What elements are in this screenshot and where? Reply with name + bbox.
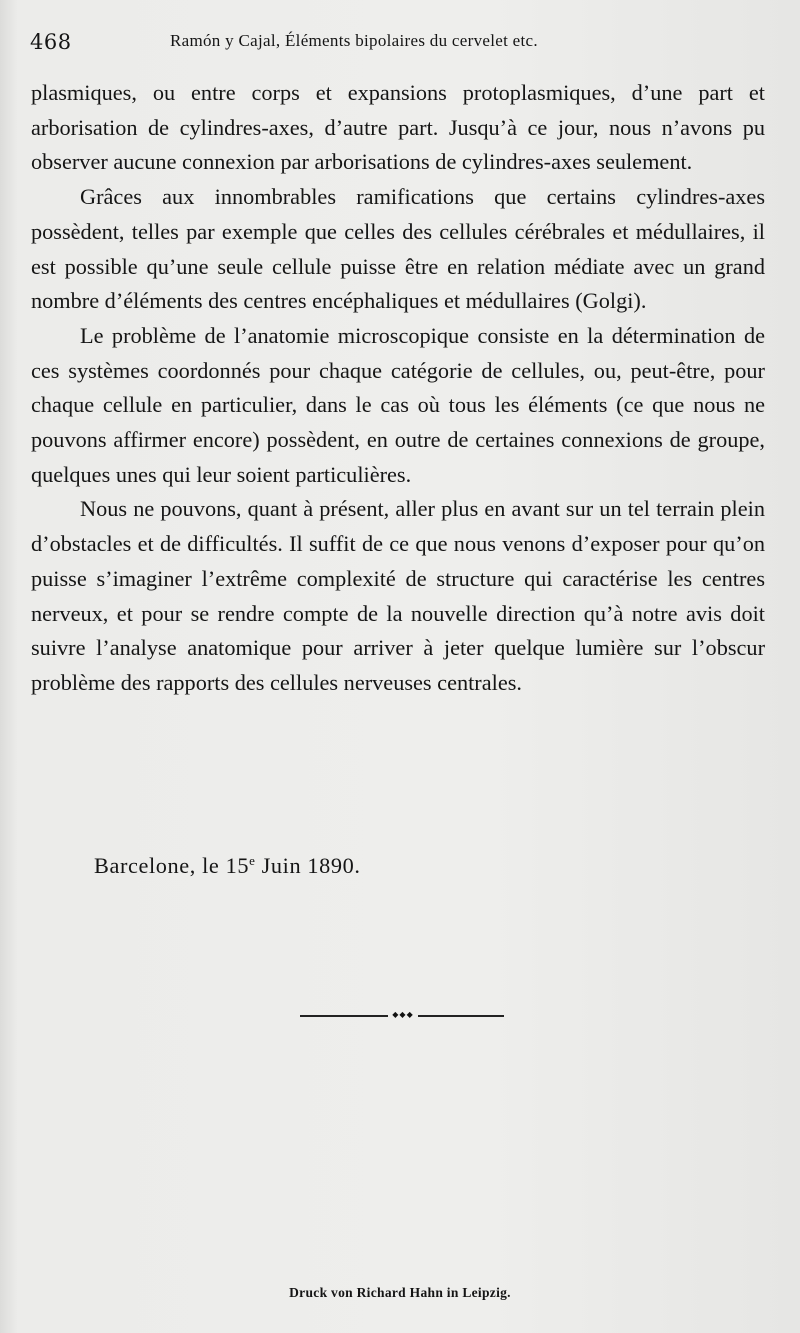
paragraph-continuation: plasmiques, ou entre corps et expansions protoplasmiques, d’une part et arborisation de cylindres-axes, d’autre part. Jusqu’à ce jour, nous n’avons pu observer aucune connexion par arborisations de cylindres-axes seulement.	[31, 80, 765, 175]
signature-place-date: Barcelone, le 15	[94, 853, 250, 878]
body-text	[31, 76, 765, 701]
page-header	[30, 30, 765, 60]
signature-ordinal-suffix: e	[249, 853, 256, 868]
paragraph: Grâces aux innombrables ramifications que certains cylindres-axes possèdent, telles par exemple que celles des cellules cérébrales et médullaires, il est possible qu’une seule cellule puisse être en relation médiate avec un grand nombre d’éléments des centres encéphaliques et médullaires (Golgi).	[31, 184, 765, 314]
page-number: 468	[30, 30, 72, 54]
paragraph: Nous ne pouvons, quant à présent, aller plus en avant sur un tel terrain plein d’obstacles et de difficultés. Il suffit de ce que nous venons d’exposer pour qu’on puisse s’imaginer l’extrême complexité de structure qui caractérise les centres nerveux, et pour se rendre compte de la nouvelle direction qu’à notre avis doit suivre l’analyse anatomique pour arriver à jeter quelque lumière sur l’obscur problème des rapports des cellules nerveuses centrales.	[31, 496, 765, 695]
running-head: Ramón y Cajal, Éléments bipolaires du cervelet etc.	[170, 31, 538, 50]
place-date-signature	[94, 853, 361, 879]
paragraph: Le problème de l’anatomie microscopique consiste en la détermination de ces systèmes coordonnés pour chaque catégorie de cellules, ou, peut-être, pour chaque cellule en particulier, dans le cas où tous les éléments (ce que nous ne pouvons affirmer encore) possèdent, en outre de certaines connexions de groupe, quelques unes qui leur soient particulières.	[31, 322, 765, 487]
printer-imprint: Druck von Richard Hahn in Leipzig.	[289, 1285, 511, 1300]
ornamental-divider	[300, 1011, 504, 1021]
signature-month-year: Juin 1890.	[255, 853, 361, 878]
divider-ornament-icon: ◆◆◆	[388, 1010, 418, 1020]
